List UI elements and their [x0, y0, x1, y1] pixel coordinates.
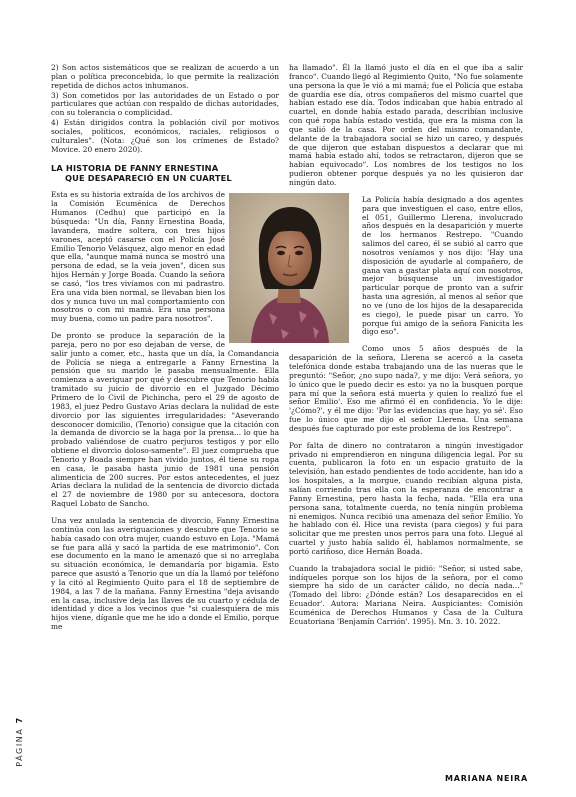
paragraph-police-agents: La Policía había designado a dos agentes para que investiguen el caso, entre ellos, el 051, Guillermo Llerena, involucrado años después en la desaparición y muerte de los hermanos Restrepo. "Cuando salimos del careo, él se subió al carro que nosotros veníamos y nos dijo: 'Hay una disposición de ayudarle al compañero, de gana van a gastar plata aquí con nosotros, mejor búsquense un investigador particular porque de pronto van a sufrir hasta una agresión, al menos al señor que no ve (uno de los hijos de la desaparecida es ciego), le puede pisar un carro. Yo porque fui amigo de la señora Fanicita les digo eso".: [362, 194, 523, 337]
heading-line-2: QUE DESAPARECIÓ EN UN CUARTEL: [65, 173, 232, 184]
list-item-4: 4) Están dirigidos contra la población civil por motivos sociales, políticos, económicos, raciales, religiosos o culturales". (Nota: ¿Qué son los crímenes de Estado? Movice. 20 enero 2020).: [51, 118, 279, 154]
paragraph-llerena: Como unos 5 años después de la desaparición de la señora, Llerena se acercó a la caseta telefónica donde estaba trabajando una de las nueras que le preguntó: "Señor, ¿no supo nada?, y me dijo: Verá señora, yo lo único que le puedo decir es esto: ya no la busquen porque para mí que la señora está muerta y quien lo realizó fue el señor Emilio'. Eso me afirmó él en confidencia. Yo le dije: '¿Cómo?', y él me dijo: 'Por las evidencias que hay, yo sé'. Eso fue lo único que me dijo el señor Llerena. Una semana después fue capturado por este problema de los Restrepo".: [289, 344, 523, 433]
left-column: [51, 64, 279, 640]
paragraph-annulment: Una vez anulada la sentencia de divorcio, Fanny Ernestina continúa con las averiguaciones y descubre que Tenorio se había casado con otra mujer, cuando estuvo en Loja. "Mamá se fue para allá y sacó la partida de ese matrimonio". Con ese documento en la mano le amenazó que si no arreglaba su situación económica, le demandaría por bigamia. Esto parece que asustó a Tenorio que un día la llamó por teléfono y la citó al Regimiento Quito para el 18 de septiembre de 1984, a las 7 de la mañana. Fanny Ernestina "deja avisando en la casa, inclusive deja las llaves de su cuarto y cédula de identidad y dice a los vecinos que "si cualesquiera de mis hijos viene, díganle que me he ido a donde el Emilio, porque me: [51, 515, 279, 632]
right-column: [289, 64, 523, 635]
author-footer: MARIANA NEIRA: [444, 774, 528, 783]
list-item-2: 2) Son actos sistemáticos que se realizan de acuerdo a un plan o política preconcebida, lo que permite la realización repetida de dichos actos inhumanos.: [51, 63, 279, 90]
portrait-photo: [229, 193, 349, 343]
paragraph-intro: Esta es su historia extraída de los archivos de la Comisión Ecuménica de Derechos Humanos (Cedhu) que participó en la búsqueda: "Un día, Fanny Ernestina Boada, lavandera, madre soltera, con tres hijos varones, aceptó casarse con el Policía José Emilio Tenorio Velásquez, algo menor en edad que ella, "aunque mamá nunca se mostró una persona de edad, se la veía joven", dicen sus hijos Hernán y Jorge Boada. Cuando la señora se casó, "los tres vivíamos con mi padrastro. Era una vida bien normal, se llevaban bien los dos y nunca tuvo un mal comportamiento con nosotros o con mi mamá. Era una persona muy buena, como un padre para nosotros".: [51, 190, 225, 324]
page-number-value: 7: [14, 716, 24, 724]
heading-line-1: LA HISTORIA DE FANNY ERNESTINA: [51, 163, 219, 174]
list-item-3: 3) Son cometidos por las autoridades de un Estado o por particulares que actúan con respaldo de dichas autoridades, con su tolerancia o complicidad.: [51, 90, 279, 118]
paragraph-separation: De pronto se produce la separación de la pareja, pero no por eso dejaban de verse, de salir junto a comer, etc., hasta que un día, la Comandancia de Policía se niega a entregarle a Fanny Ernestina la pensión que su marido le pasaba mensualmente. Ella comienza a averiguar por qué y descubre que Tenorio había tramitado su juicio de divorcio en el Juzgado Décimo Primero de lo Civil de Pichincha, pero el 29 de agosto de 1983, el juez Pedro Gustavo Arias declara la nulidad de este divorcio por las siguientes irregularidades: "Aseverando desconocer domicilio, (Tenorio) consigue que la citación con la demanda de divorcio se la haga por la prensa... lo que ha probado valiéndose de cuatro perjuros testigos y por ello obtiene el divorcio doloso-samente". El juez comprueba que Tenorio y Boada siempre han vivido juntos, él tiene su ropa en casa, le pasaba hasta junio de 1981 una pensión alimenticia de 200 sucres. Por estos antecedentes, el juez Arias declara la nulidad de la sentencia de divorcio dictada el 27 de noviembre de 1980 por su antecesora, doctora Raquel Lobato de Sancho.: [51, 331, 279, 509]
article-heading: [51, 163, 279, 183]
paragraph-closing: Cuando la trabajadora social le pidió: "Señor, si usted sabe, indíqueles porque son los hijos de la señora, por el como siempre ha sido de un carácter cálido, no decía nada..." (Tomado del libro: ¿Dónde están? Los desaparecidos en el Ecuador'. Autora: Mariana Neira. Auspiciantes: Comisión Ecuménica de Derechos Humanos y Casa de la Cultura Ecuatoriana 'Benjamín Carrión'. 1995). Mn. 3. 10. 2022.: [289, 563, 523, 626]
woman-portrait-image: [229, 193, 349, 343]
paragraph-search: Por falta de dinero no contrataron a ningún investigador privado ni emprendieron en ninguna diligencia legal. Por su cuenta, publicaron la foto en un espacio gratuito de la televisión, han estado pendientes de todo accidente, han ido a los hospitales, a la morgue, cuando recibían alguna pista, salían corriendo tras ella con la esperanza de encontrar a Fanny Ernestina, pero hasta la fecha, nada. "Ella era una persona sana, totalmente cuerda, no tenía ningún problema ni enemigos. Nunca recibió una amenaza del señor Emilio. Yo he hablado con él. Hice una revista (para ciegos) y fui para solicitar que me presten unos perros para una foto. Llegué al cuartel y justo había salido él, hablamos normalmente, se portó cariñoso, dice Hernán Boada.: [289, 440, 523, 556]
page-number: [12, 715, 26, 775]
paragraph-regiment: ha llamado". Él la llamó justo el día en el que iba a salir franco". Cuando llegó al Regimiento Quito, "No fue solamente una persona la que le vió a mi mamá; fue el Policía que estaba de guardia ese día, otros compañeros del mismo cuartel que habían estado ese día. Todos indicaban que había entrado al cuartel, en donde había estado parada, describían inclusive con qué ropa había estado vestida, que era la misma con la que salió de la casa. Por orden del mismo comandante, delante de la trabajadora social se hizo un careo, y después de que dijeron que estaban dispuestos a declarar que mi mamá había estado ahí, todos se retractaron, dijeron que se habían equivocado". Los nombres de los testigos no los pudieron obtener porque después ya no les quisieron dar ningún dato.: [289, 63, 523, 187]
page-number-label: PÁGINA: [14, 727, 24, 767]
